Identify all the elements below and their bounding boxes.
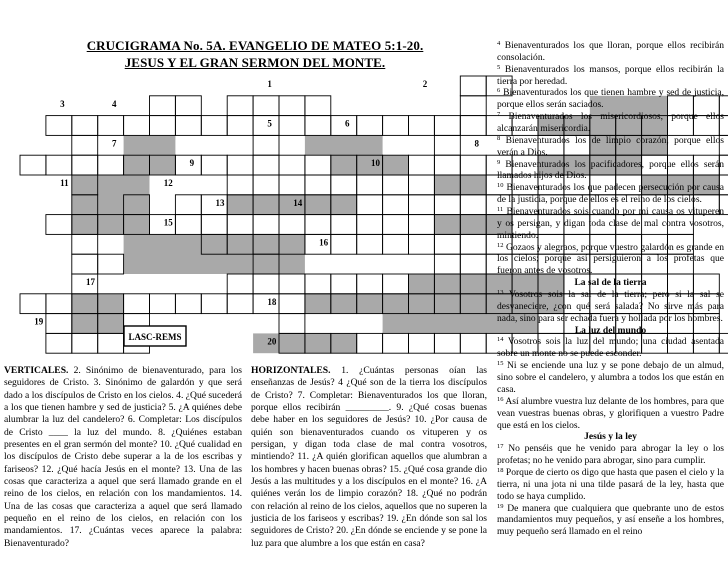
clue-number: 8 (474, 138, 480, 149)
grid-cell[interactable] (279, 294, 305, 314)
grid-cell[interactable] (434, 234, 460, 254)
grid-cell[interactable] (409, 155, 435, 175)
grid-cell[interactable] (305, 96, 331, 116)
grid-cell[interactable] (124, 116, 150, 136)
verse-7: $^7$ Bienaventurados los misericordiosos, porque ellos alcanzarán misericordia. (497, 111, 724, 135)
grid-cell[interactable] (227, 215, 253, 235)
grid-cell[interactable] (331, 215, 357, 235)
grid-cell[interactable] (409, 116, 435, 136)
vertical-clue-text: 2. Sinónimo de bienaventurado, para los seguidores de Cristo. 3. Sinónimo de galardón y que será dado a los discípulos de Cristo en los cielos. 4. ¿Qué sucederá a los que tienen hambre y sed de justicia? 5. ¿A quiénes debe alumbrar la luz del candelero? 6. Completar: Los discípulos de Cristo ____ la luz del mundo. 8. ¿Quiénes estaban presentes en el gran sermón del monte? 10. ¿Qué cualidad en los discípulos de Cristo debe superar a la de los escribas y fariseos? 12. ¿Qué hacía Jesús en el monte? 13. Una de las cosas que caracteriza a aquel que será llamado grande en el reino de los cielos, en relación con los mandamientos. 14. Una de las cosas que caracteriza a aquel que será llamado pequeño en el reino de los cielos, en relación con los mandamientos. 17. ¿Cuántas veces aparece la palabra: Bienaventurado? (4, 365, 242, 549)
verse-19: $^{19}$ De manera que cualquiera que quebrante uno de estos mandamientos muy pequeños, y así enseñe a los hombres, muy pequeño será llamado en el reino (497, 502, 724, 538)
verse-13: $^{13}$ Vosotros sois la sal de la tierra; pero si la sal se desvaneciere, ¿con qué será salada? No sirve más para nada, sino para ser echada fuera y hollada por los hombres. (497, 289, 724, 324)
grid-cell[interactable] (279, 155, 305, 175)
grid-cell[interactable] (46, 294, 72, 314)
clue-number: 20 (267, 336, 277, 347)
grid-cell[interactable] (253, 116, 279, 136)
grid-cell[interactable] (227, 96, 253, 116)
grid-cell[interactable] (72, 234, 98, 254)
grid-cell[interactable] (383, 215, 409, 235)
clue-number: 7 (111, 138, 117, 149)
vertical-clues (4, 365, 242, 550)
grid-cell[interactable] (279, 274, 305, 294)
horizontal-label: HORIZONTALES. (251, 365, 331, 376)
grid-cell[interactable] (72, 155, 98, 175)
grid-cell[interactable] (434, 195, 460, 215)
clue-number: 12 (163, 178, 173, 188)
clue-number: 19 (34, 316, 44, 327)
grid-cell[interactable] (46, 116, 72, 136)
verse-8: $^8$ Bienaventurados los de limpio corazón, porque ellos verán a Dios. (497, 134, 724, 158)
grid-cell[interactable] (175, 96, 201, 116)
grid-cell[interactable] (460, 76, 486, 96)
section-heading-luz: La luz del mundo (574, 324, 647, 336)
section-heading-sal: La sal de la tierra (574, 277, 647, 289)
verse-16: $^{16}$ Así alumbre vuestra luz delante de los hombres, para que vean vuestras buenas obras, y glorifiquen a vuestro Padre que está en los cielos. (497, 395, 724, 431)
clue-number: 9 (189, 158, 195, 169)
grid-cell[interactable] (175, 155, 201, 175)
verse-4: $^4$ Bienaventurados los que lloran, porque ellos recibirán consolación. (497, 40, 724, 63)
grid-cell[interactable] (434, 333, 460, 353)
clue-number: 18 (267, 296, 277, 307)
grid-cell[interactable] (305, 215, 331, 235)
grid-cell[interactable] (98, 254, 124, 274)
verse-5: $^5$ Bienaventurados los mansos, porque ellos recibirán la tierra por heredad. (497, 63, 725, 87)
grid-cell[interactable] (20, 155, 46, 175)
verse-10: $^{10}$ Bienaventurados los que padecen persecución por causa de la justicia, porque de ellos es el reino de los cielos. (497, 182, 724, 206)
clue-number: 4 (111, 98, 117, 109)
grid-cell[interactable] (279, 116, 305, 136)
grid-cell[interactable] (279, 96, 305, 116)
grid-cell[interactable] (227, 116, 253, 136)
grid-cell[interactable] (434, 116, 460, 136)
grid-cell[interactable] (227, 155, 253, 175)
grid-cell[interactable] (175, 215, 201, 235)
shaded-block (331, 155, 409, 175)
clue-number: 16 (319, 237, 329, 248)
grid-cell[interactable] (175, 116, 201, 136)
horizontal-clues (251, 365, 487, 550)
clue-number: 13 (215, 197, 225, 208)
verse-15: $^{15}$ Ni se enciende una luz y se pone debajo de un almud, sino sobre el candelero, y alumbra a todos los que están en casa. (497, 360, 724, 395)
grid-cell[interactable] (434, 135, 460, 155)
grid-cell[interactable] (357, 175, 383, 195)
grid-cell[interactable] (460, 234, 486, 254)
verse-11: $^{11}$ Bienaventurados sois cuando por mi causa os vituperen y os persigan, y digan toda clase de mal contra vosotros, mintiendo. (497, 206, 724, 241)
grid-cell[interactable] (383, 175, 409, 195)
grid-cell[interactable] (357, 333, 383, 353)
grid-cell[interactable] (201, 294, 227, 314)
grid-cell[interactable] (357, 195, 383, 215)
clue-number: 17 (86, 277, 96, 287)
verse-14: $^{14}$ Vosotros sois la luz del mundo; una ciudad asentada sobre un monte no se puede esconder. (497, 336, 725, 360)
grid-cell[interactable] (331, 234, 357, 254)
grid-cell[interactable] (305, 175, 331, 195)
clue-number: 3 (60, 98, 65, 109)
grid-cell[interactable] (409, 215, 435, 235)
grid-cell[interactable] (460, 254, 486, 274)
grid-cell[interactable] (72, 135, 98, 155)
grid-cell[interactable] (409, 234, 435, 254)
grid-cell[interactable] (331, 116, 357, 136)
grid-cell[interactable] (46, 333, 72, 353)
verse-12: $^{12}$ Gozaos y alegraos, porque vuestro galardón es grande en los cielos; porque así persiguieron a los profetas que fueron antes de vosotros. (497, 241, 724, 277)
puzzle-title: CRUCIGRAMA No. 5A. EVANGELIO DE MATEO 5:1-20. (86, 38, 424, 53)
grid-cell[interactable] (72, 254, 98, 274)
grid-cell[interactable] (20, 294, 46, 314)
grid-cell[interactable] (460, 195, 486, 215)
grid-cell[interactable] (383, 234, 409, 254)
grid-cell[interactable] (460, 96, 486, 116)
grid-cell[interactable] (98, 116, 124, 136)
vertical-label: VERTICALES. (4, 365, 69, 376)
verse-6: $^6$ Bienaventurados los que tienen hambre y sed de justicia, porque ellos serán saciados. (497, 87, 724, 111)
grid-cell[interactable] (175, 294, 201, 314)
grid-cell[interactable] (46, 155, 72, 175)
grid-cell[interactable] (434, 155, 460, 175)
grid-cell[interactable] (357, 274, 383, 294)
grid-cell[interactable] (150, 294, 176, 314)
grid-cell[interactable] (72, 333, 98, 353)
horizontal-clue-text: 1. ¿Cuántas personas oían las enseñanzas de Jesús? 4 ¿Qué son de la tierra los discípulos de Cristo? 7. Completar: Bienaventurados los que lloran, porque ellos recibirán _________. 9. ¿Qué cosas buenas debe haber en los seguidores de Jesús? 10. ¿Por causa de quién son bienaventurados cuando os vituperen y os persigan, y digan toda clase de mal contra vosotros, mintiendo? 11. ¿A quién glorifican aquellos que alumbran a los hombres y hacen buenas obras? 15. ¿Qué cosa grande dio Jesús a las multitudes y a los discípulos en el monte? 16. ¿A quiénes verán los de limpio corazón? 18. ¿Qué no podrán con relación al reino de los cielos, aquellos que no superen la justicia de los fariseos y escribas? 19. ¿En dónde son sal los seguidores de Cristo? 20. ¿En dónde se enciende y se pone la luz para que alumbre a los que están en casa? (251, 365, 487, 549)
grid-cell[interactable] (305, 155, 331, 175)
grid-cell[interactable] (409, 195, 435, 215)
grid-cell[interactable] (279, 175, 305, 195)
grid-cell[interactable] (253, 175, 279, 195)
grid-cell[interactable] (227, 274, 253, 294)
grid-cell[interactable] (383, 274, 409, 294)
grid-cell[interactable] (460, 155, 486, 175)
clue-number: 5 (267, 118, 272, 129)
grid-cell[interactable] (253, 215, 279, 235)
grid-cell[interactable] (305, 274, 331, 294)
grid-cell[interactable] (201, 116, 227, 136)
grid-cell[interactable] (279, 215, 305, 235)
grid-cell[interactable] (253, 96, 279, 116)
grid-cell[interactable] (357, 116, 383, 136)
grid-cell[interactable] (305, 116, 331, 136)
grid-cell[interactable] (331, 175, 357, 195)
verse-17: $^{17}$ No penséis que he venido para abrogar la ley o los profetas; no he venido para abrogar, sino para cumplir. (497, 443, 724, 467)
section-heading-ley: Jesús y la ley (584, 431, 637, 443)
grid-cell[interactable] (460, 333, 486, 353)
clue-number: 2 (422, 79, 428, 89)
grid-cell[interactable] (331, 274, 357, 294)
grid-cell[interactable] (357, 215, 383, 235)
verse-18: $^{18}$ Porque de cierto os digo que hasta que pasen el cielo y la tierra, ni una jota ni una tilde pasará de la ley, hasta que todo se haya cumplido. (497, 466, 724, 502)
clue-number: 11 (60, 178, 69, 188)
grid-cell[interactable] (46, 215, 72, 235)
grid-cell[interactable] (227, 175, 253, 195)
puzzle-subtitle: JESUS Y EL GRAN SERMON DEL MONTE. (124, 55, 386, 70)
grid-cell[interactable] (409, 333, 435, 353)
grid-cell[interactable] (201, 155, 227, 175)
logo-text: LASC-REMS (128, 332, 182, 342)
grid-cell[interactable] (383, 333, 409, 353)
grid-cell[interactable] (279, 314, 305, 334)
shaded-block (305, 135, 383, 155)
grid-cell[interactable] (253, 135, 279, 155)
grid-cell[interactable] (253, 155, 279, 175)
grid-cell[interactable] (72, 116, 98, 136)
grid-cell[interactable] (150, 96, 176, 116)
shaded-block (72, 175, 150, 234)
grid-cell[interactable] (46, 314, 72, 334)
grid-cell[interactable] (124, 294, 150, 314)
grid-cell[interactable] (460, 116, 486, 136)
clue-number: 14 (293, 197, 303, 208)
grid-cell[interactable] (383, 116, 409, 136)
grid-cell[interactable] (383, 195, 409, 215)
grid-cell[interactable] (201, 215, 227, 235)
grid-cell[interactable] (227, 294, 253, 314)
grid-cell[interactable] (175, 195, 201, 215)
grid-cell[interactable] (357, 234, 383, 254)
clue-number: 10 (370, 158, 380, 169)
clue-number: 15 (163, 217, 173, 228)
grid-cell[interactable] (150, 116, 176, 136)
grid-cell[interactable] (98, 333, 124, 353)
verse-9: $^9$ Bienaventurados los pacificadores, porque ellos serán llamados hijos de Dios. (497, 158, 724, 182)
shaded-block (227, 195, 357, 215)
grid-cell[interactable] (434, 254, 460, 274)
shaded-block (201, 234, 279, 254)
grid-cell[interactable] (98, 155, 124, 175)
clue-number: 1 (267, 79, 272, 89)
grid-cell[interactable] (409, 175, 435, 195)
grid-cell[interactable] (253, 274, 279, 294)
scripture-column (497, 40, 724, 538)
clue-number: 6 (345, 118, 350, 129)
